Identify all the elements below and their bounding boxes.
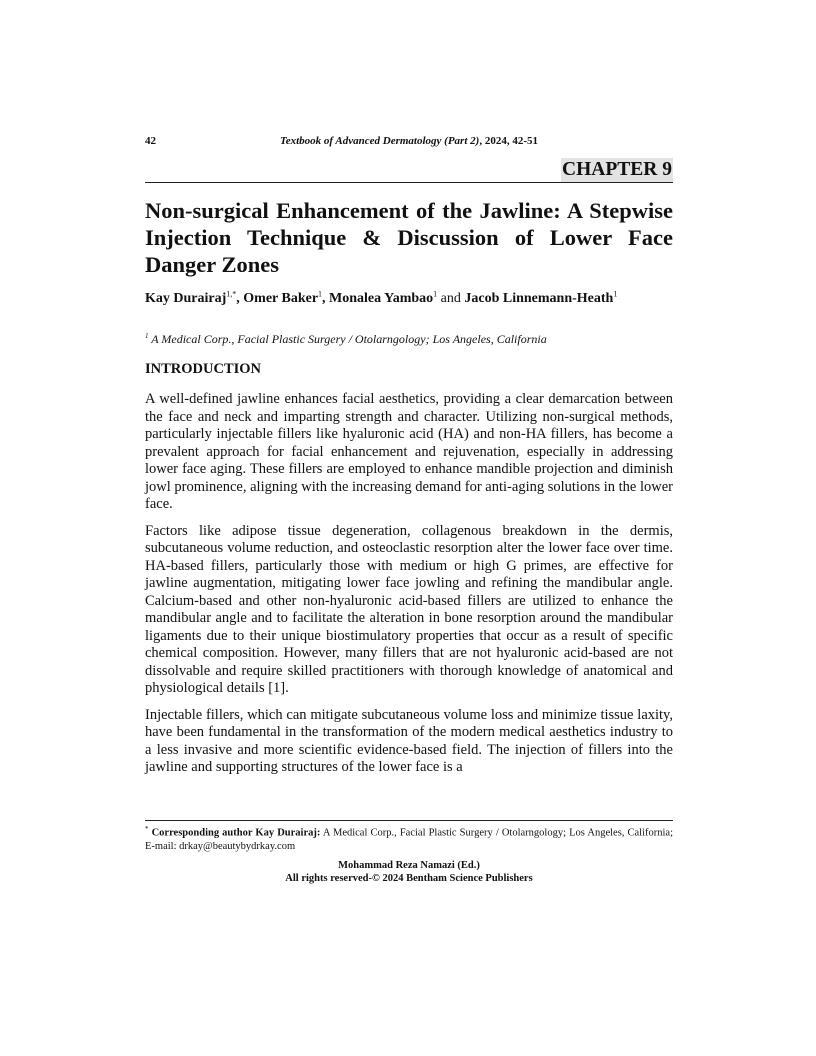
author-separator: ,	[236, 291, 244, 306]
body-text	[145, 391, 673, 786]
journal-citation	[145, 135, 673, 147]
publisher-block	[145, 859, 673, 885]
footnote-label: Corresponding author Kay Durairaj:	[148, 827, 321, 839]
paragraph: A well-defined jawline enhances facial aesthetics, providing a clear demarcation between the face and neck and imparting strength and character. Utilizing non-surgical methods, particularly injectable fillers like hyaluronic acid (HA) and non-HA fillers, has become a prevalent approach for facial enhancement and rejuvenation, especially in addressing lower face aging. These fillers are employed to enhance mandible projection and diminish jowl prominence, aligning with the increasing demand for anti-aging solutions in the lower face.	[145, 391, 673, 512]
section-heading: INTRODUCTION	[145, 361, 262, 377]
rights-line: All rights reserved-© 2024 Bentham Science Publishers	[285, 873, 533, 884]
journal-title: Textbook of Advanced Dermatology (Part 2)	[280, 135, 480, 147]
journal-details: , 2024, 42-51	[479, 135, 538, 147]
author-affiliation-mark: 1,*	[226, 289, 237, 299]
footnote-rule	[145, 820, 673, 821]
paragraph: Factors like adipose tissue degeneration, collagenous breakdown in the dermis, subcutaneous volume reduction, and osteoclastic resorption alter the lower face over time. HA-based fillers, particularly those with medium or high G primes, are effective for jawline augmentation, mitigating lower face jowling and refining the mandibular angle. Calcium-based and other non-hyaluronic acid-based fillers are utilized to enhance the mandibular angle and to facilitate the alteration in bone resorption around the mandibular ligaments due to their unique biostimulatory properties that occur as a result of specific chemical composition. However, many fillers that are not hyaluronic acid-based are not dissolvable and require skilled practitioners with thorough knowledge of anatomical and physiological details [1].	[145, 522, 673, 696]
author-list	[145, 290, 673, 308]
page-number: 42	[145, 135, 156, 147]
author-separator: ,	[322, 291, 330, 306]
footnote	[145, 823, 673, 853]
author-name: Kay Durairaj	[145, 291, 227, 306]
chapter-title: Non-surgical Enhancement of the Jawline: A Stepwise Injection Technique & Discussion of Lower Face Danger Zones	[145, 198, 673, 277]
affiliation-mark: 1	[145, 332, 149, 340]
author-name: Monalea Yambao	[329, 291, 434, 306]
author-affiliation-mark: 1	[318, 289, 323, 299]
affiliation	[145, 329, 673, 347]
author-name: Omer Baker	[243, 291, 319, 306]
document-page	[145, 0, 673, 1056]
paragraph: Injectable fillers, which can mitigate subcutaneous volume loss and minimize tissue laxity, have been fundamental in the transformation of the modern medical aesthetics industry to a less invasive and more scientific evidence-based field. The injection of fillers into the jawline and supporting structures of the lower face is a	[145, 706, 673, 775]
footnote-text: A Medical Corp., Facial Plastic Surgery / Otolarngology; Los Angeles, California; E-mail: drkay@beautybydrkay.com	[145, 827, 673, 852]
chapter-label: CHAPTER 9	[562, 159, 672, 180]
affiliation-text: A Medical Corp., Facial Plastic Surgery / Otolarngology; Los Angeles, California	[148, 332, 547, 346]
author-affiliation-mark: 1	[613, 289, 618, 299]
author-name: Jacob Linnemann-Heath	[464, 291, 614, 306]
editor-line: Mohammad Reza Namazi (Ed.)	[338, 860, 480, 871]
author-separator: and	[437, 291, 465, 306]
author-affiliation-mark: 1	[433, 289, 438, 299]
footnote-mark: *	[145, 825, 149, 833]
header-rule	[145, 182, 673, 183]
